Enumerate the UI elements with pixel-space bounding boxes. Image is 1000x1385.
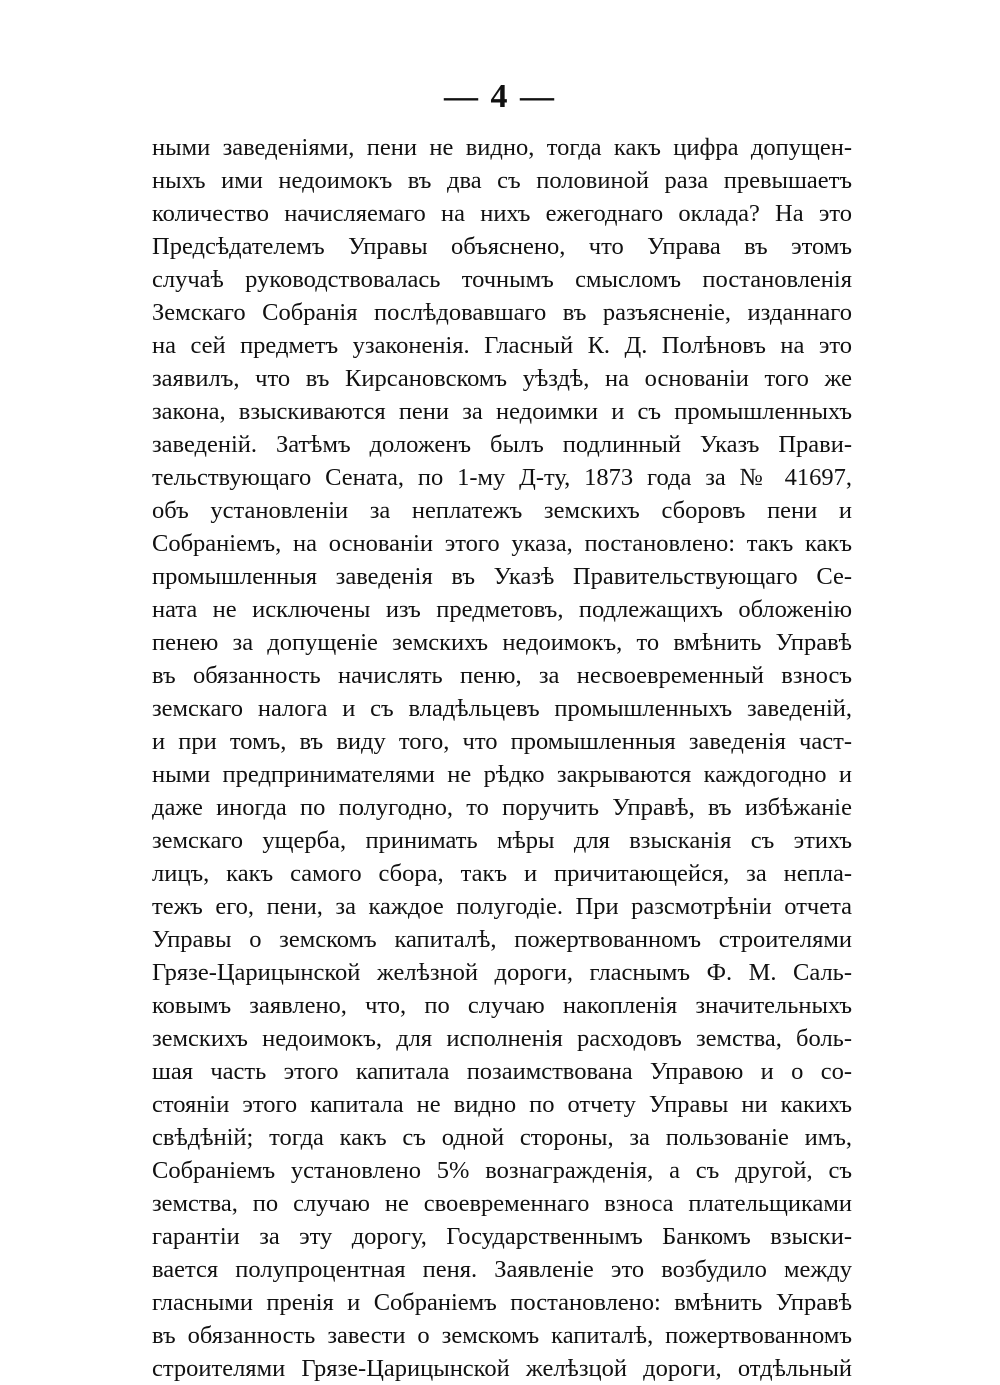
- text-line: стояніи этого капитала не видно по отчету Управы ни какихъ: [152, 1091, 852, 1118]
- text-line: Предсѣдателемъ Управы объяснено, что Управа въ этомъ: [152, 233, 852, 260]
- text-line: земскаго налога и съ владѣльцевъ промышленныхъ заведеній,: [152, 695, 852, 722]
- text-line: и при томъ, въ виду того, что промышленныя заведенія част-: [152, 728, 852, 755]
- text-line: вается полупроцентная пеня. Заявленіе это возбудило между: [152, 1256, 852, 1283]
- text-line: ныхъ ими недоимокъ въ два съ половиной раза превышаетъ: [152, 167, 852, 194]
- text-line: пенею за допущеніе земскихъ недоимокъ, то вмѣнить Управѣ: [152, 629, 852, 656]
- text-line: лицъ, какъ самого сбора, такъ и причитающейся, за непла-: [152, 860, 852, 887]
- text-line: въ обязанность завести о земскомъ капиталѣ, пожертвованномъ: [152, 1322, 852, 1349]
- text-line: ната не исключены изъ предметовъ, подлежащихъ обложенію: [152, 596, 852, 623]
- page-number: — 4 —: [444, 78, 556, 115]
- text-line: земства, по случаю не своевременнаго взноса плательщиками: [152, 1190, 852, 1217]
- text-line: объ установленіи за неплатежъ земскихъ сборовъ пени и: [152, 497, 852, 524]
- text-line: Собраніемъ установлено 5% вознагражденія, а съ другой, съ: [152, 1157, 852, 1184]
- text-line: Земскаго Собранія послѣдовавшаго въ разъясненіе, изданнаго: [152, 299, 852, 326]
- text-line: закона, взыскиваются пени за недоимки и съ промышленныхъ: [152, 398, 852, 425]
- text-line: Грязе-Царицынской желѣзной дороги, гласнымъ Ф. М. Саль-: [152, 959, 852, 986]
- text-line: промышленныя заведенія въ Указѣ Правительствующаго Се-: [152, 563, 852, 590]
- text-line: ковымъ заявлено, что, по случаю накопленія значительныхъ: [152, 992, 852, 1019]
- body-text: [152, 131, 852, 1385]
- text-line: земскихъ недоимокъ, для исполненія расходовъ земства, боль-: [152, 1025, 852, 1052]
- text-line: количество начисляемаго на нихъ ежегоднаго оклада? На это: [152, 200, 852, 227]
- text-line: ными заведеніями, пени не видно, тогда какъ цифра допущен-: [152, 134, 852, 161]
- text-line: въ обязанность начислять пеню, за несвоевременный взносъ: [152, 662, 852, 689]
- text-line: тежъ его, пени, за каждое полугодіе. При разсмотрѣніи отчета: [152, 893, 852, 920]
- text-line: гласными пренія и Собраніемъ постановлено: вмѣнить Управѣ: [152, 1289, 852, 1316]
- text-line: заведеній. Затѣмъ доложенъ былъ подлинный Указъ Прави-: [152, 431, 852, 458]
- text-line: гарантіи за эту дорогу, Государственнымъ Банкомъ взыски-: [152, 1223, 852, 1250]
- text-line: шая часть этого капитала позаимствована Управою и о со-: [152, 1058, 852, 1085]
- text-line: Собраніемъ, на основаніи этого указа, постановлено: такъ какъ: [152, 530, 852, 557]
- text-line: земскаго ущерба, принимать мѣры для взысканія съ этихъ: [152, 827, 852, 854]
- text-line: на сей предметъ узаконенія. Гласный К. Д. Полѣновъ на это: [152, 332, 852, 359]
- text-line: ными предпринимателями не рѣдко закрываются каждогодно и: [152, 761, 852, 788]
- text-line: строителями Грязе-Царицынской желѣзцой дороги, отдѣльный: [152, 1355, 852, 1382]
- text-line: заявилъ, что въ Кирсановскомъ уѣздѣ, на основаніи того же: [152, 365, 852, 392]
- text-line: даже иногда по полугодно, то поручить Управѣ, въ избѣжаніе: [152, 794, 852, 821]
- text-line: Управы о земскомъ капиталѣ, пожертвованномъ строителями: [152, 926, 852, 953]
- text-line: случаѣ руководствовалась точнымъ смысломъ постановленія: [152, 266, 852, 293]
- text-line: свѣдѣній; тогда какъ съ одной стороны, за пользованіе имъ,: [152, 1124, 852, 1151]
- text-line: тельствующаго Сената, по 1-му Д-ту, 1873 года за № 41697,: [152, 464, 852, 491]
